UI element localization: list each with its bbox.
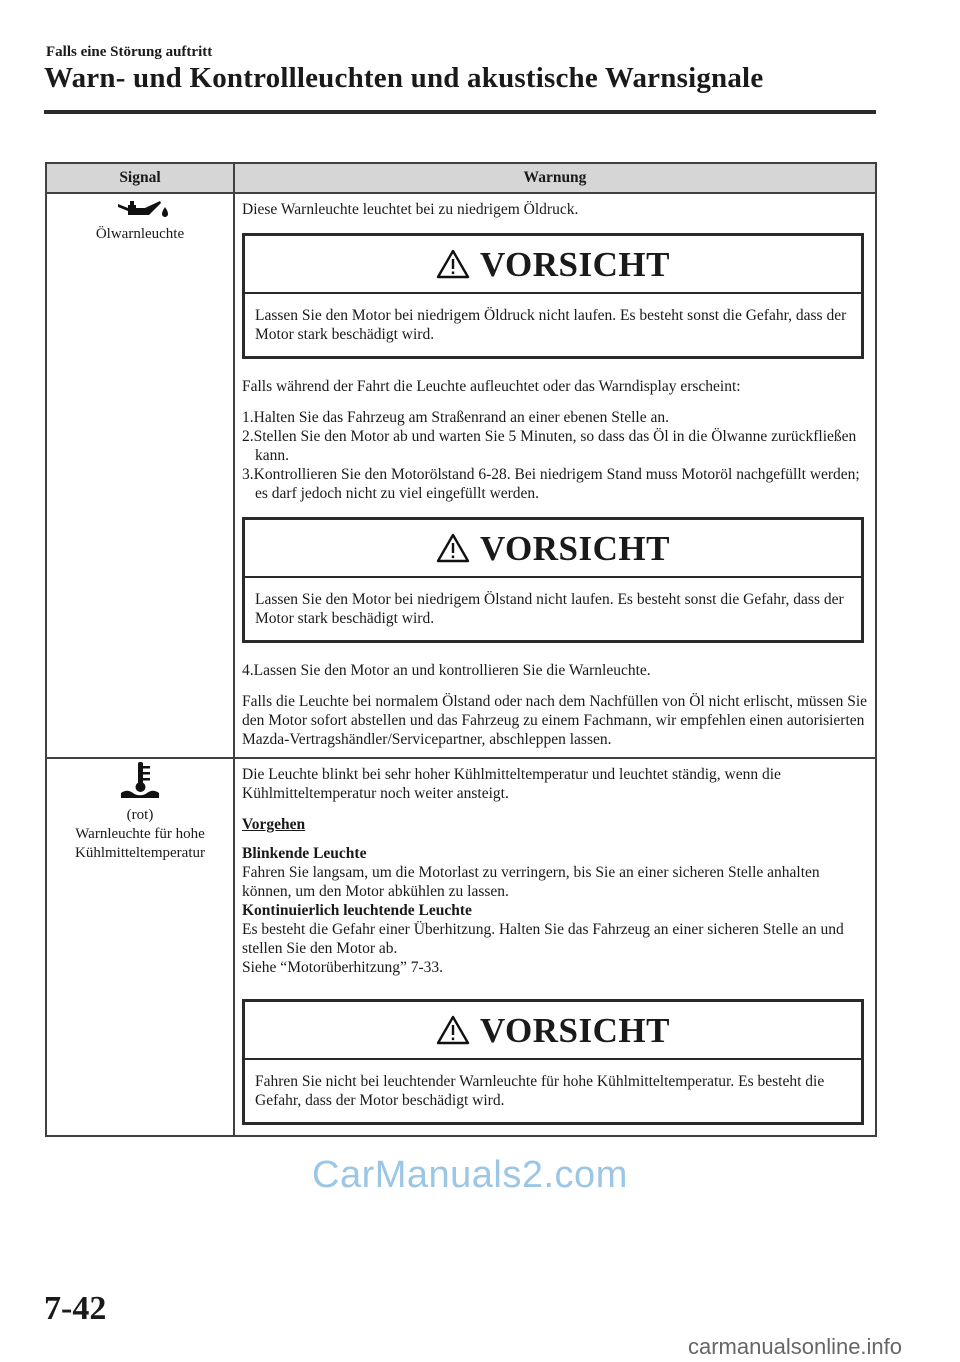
signal-label-coolant-line2: Kühlmitteltemperatur [75,845,205,861]
caution-header [245,236,861,294]
warning-triangle-icon [436,1015,470,1045]
footer-watermark: carmanualsonline.info [688,1334,903,1359]
caution-text: Fahren Sie nicht bei leuchtender Warnleuchte für hohe Kühlmitteltemperatur. Es besteht die Gefahr, dass der Motor beschädigt wird. [255,1073,825,1109]
steady-heading: Kontinuierlich leuchtende Leuchte [242,902,472,919]
signal-label-oil: Ölwarnleuchte [95,226,185,242]
oil-condition: Falls während der Fahrt die Leuchte aufleuchtet oder das Warndisplay erscheint: [242,378,741,395]
coolant-intro: Die Leuchte blinkt bei sehr hoher Kühlmitteltemperatur und leuchtet ständig, wenn die Kühlmitteltemperatur noch weiter ansteigt. [242,766,781,802]
page-title: Warn- und Kontrollleuchten und akustische Warnsignale [44,62,764,94]
list-item: 3.Kontrollieren Sie den Motorölstand 6-28. Bei niedrigem Stand muss Motoröl nachgefüllt werden; es darf jedoch nicht zu viel eingefüllt werden. [242,466,860,502]
caution-title: VORSICHT [479,528,670,568]
caution-header [245,1002,861,1060]
signal-cell-coolant [46,758,234,1136]
caution-title: VORSICHT [479,244,670,284]
oil-intro: Diese Warnleuchte leuchtet bei zu niedrigem Öldruck. [242,201,579,218]
list-item: 2.Stellen Sie den Motor ab und warten Sie 5 Minuten, so dass das Öl in die Ölwanne zurückfließen kann. [242,428,857,464]
blink-text: Fahren Sie langsam, um die Motorlast zu verringern, bis Sie an einer sicheren Stelle anhalten können, um den Motor abkühlen zu lassen. [242,864,820,900]
list-item: 1.Halten Sie das Fahrzeug am Straßenrand an einer ebenen Stelle an. [242,409,669,426]
oil-closing: Falls die Leuchte bei normalem Ölstand oder nach dem Nachfüllen von Öl nicht erlischt, müssen Sie den Motor sofort abstellen und das Fahrzeug zu einem Fachmann, wir empfehlen einen autorisierten Mazda-Vertragshändler/Servicepartner, abschleppen lassen. [242,693,868,748]
signal-label-coolant-line1: Warnleuchte für hohe [75,826,205,842]
caution-box [242,517,864,643]
oil-pressure-icon [112,195,168,221]
blink-heading: Blinkende Leuchte [242,845,367,862]
column-header-signal: Signal [46,163,234,193]
warning-cell-oil [234,193,876,758]
reference-text: Siehe “Motorüberhitzung” 7-33. [242,959,444,976]
caution-box [242,233,864,359]
warning-triangle-icon [436,249,470,279]
table-header-row [46,163,876,193]
oil-steps [242,408,867,503]
coolant-temperature-icon [119,760,161,800]
steady-text: Es besteht die Gefahr einer Überhitzung. Halten Sie das Fahrzeug an einer sicheren Stelle an und stellen Sie den Motor ab. [242,921,844,957]
title-divider [44,110,876,114]
warning-table [45,162,877,1137]
warning-triangle-icon [436,533,470,563]
caution-text: Lassen Sie den Motor bei niedrigem Ölstand nicht laufen. Es besteht sonst die Gefahr, dass der Motor stark beschädigt wird. [255,591,844,627]
table-row [46,758,876,1136]
column-header-warning: Warnung [234,163,876,193]
page-number: 7-42 [44,1290,107,1327]
caution-header [245,520,861,578]
watermark: CarManuals2.com [312,1154,628,1196]
section-label: Falls eine Störung auftritt [46,44,213,60]
caution-text: Lassen Sie den Motor bei niedrigem Öldruck nicht laufen. Es besteht sonst die Gefahr, dass der Motor stark beschädigt wird. [255,307,847,343]
procedure-heading: Vorgehen [242,816,306,833]
oil-step-4: 4.Lassen Sie den Motor an und kontrollieren Sie die Warnleuchte. [242,662,651,679]
signal-cell-oil [46,193,234,758]
caution-title: VORSICHT [479,1010,670,1050]
caution-box [242,999,864,1125]
table-row [46,193,876,758]
warning-cell-coolant [234,758,876,1136]
signal-color: (rot) [126,807,154,823]
